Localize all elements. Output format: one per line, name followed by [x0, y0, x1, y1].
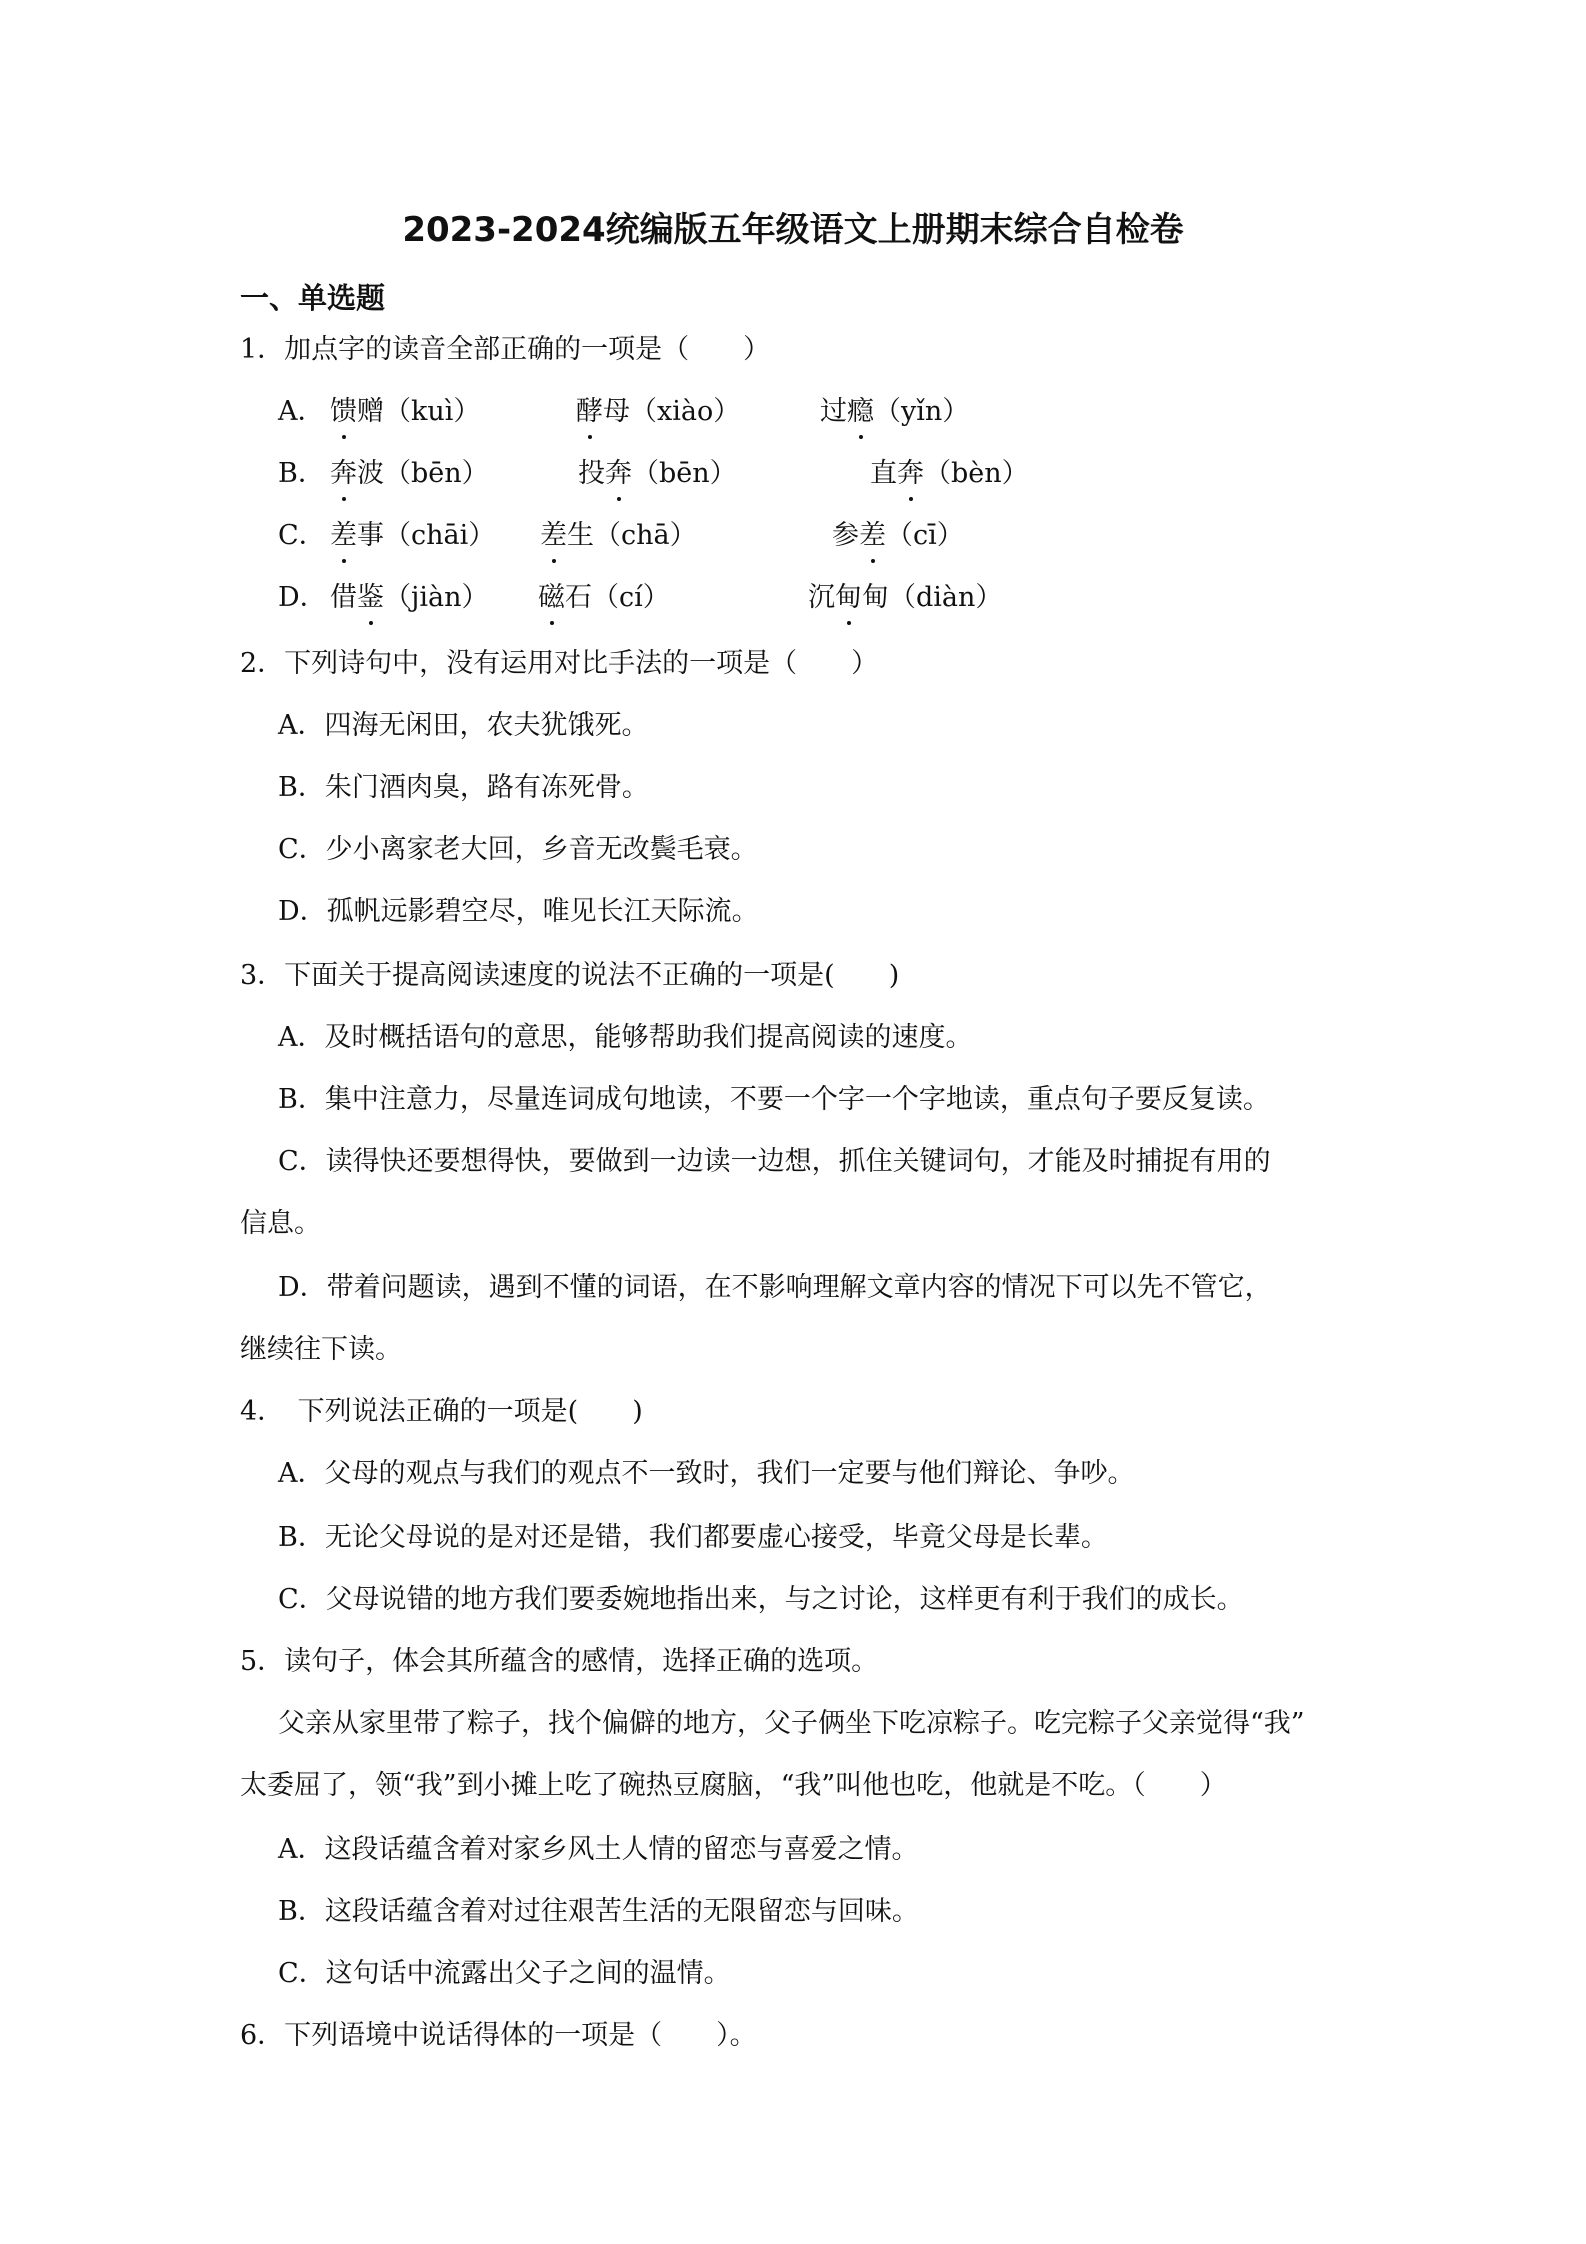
q3-option-d-continued: 继续往下读。 — [240, 1334, 402, 1365]
q4-option-a: A．父母的观点与我们的观点不一致时，我们一定要与他们辩论、争吵。 — [278, 1458, 1135, 1489]
q5-passage-line-2: 太委屈了，领“我”到小摊上吃了碗热豆腐脑，“我”叫他也吃，他就是不吃。（ ） — [240, 1770, 1227, 1801]
q5-option-a: A．这段话蕴含着对家乡风土人情的留恋与喜爱之情。 — [278, 1834, 919, 1865]
dotted-char: 奔 — [897, 454, 924, 494]
dotted-char: 奔 — [330, 454, 357, 494]
question-5-stem: 5．读句子，体会其所蕴含的感情，选择正确的选项。 — [240, 1646, 879, 1677]
exam-title: 2023-2024统编版五年级语文上册期末综合自检卷 — [402, 210, 1184, 250]
q1-d-term-1: 借鉴（jiàn） — [330, 578, 489, 618]
q1-option-c — [278, 516, 1078, 556]
q1-c-term-1: 差事（chāi） — [330, 516, 495, 556]
dotted-char: 鉴 — [357, 578, 384, 618]
q2-option-d: D．孤帆远影碧空尽，唯见长江天际流。 — [278, 896, 759, 927]
option-letter: B． — [278, 458, 325, 489]
q2-option-a: A．四海无闲田，农夫犹饿死。 — [278, 710, 649, 741]
question-3-stem: 3．下面关于提高阅读速度的说法不正确的一项是( ) — [240, 960, 900, 991]
q5-option-b: B．这段话蕴含着对过往艰苦生活的无限留恋与回味。 — [278, 1896, 919, 1927]
q3-option-c-continued: 信息。 — [240, 1208, 321, 1239]
q5-passage-line-1: 父亲从家里带了粽子，找个偏僻的地方，父子俩坐下吃凉粽子。吃完粽子父亲觉得“我” — [278, 1708, 1305, 1739]
q4-option-c: C．父母说错的地方我们要委婉地指出来，与之讨论，这样更有利于我们的成长。 — [278, 1584, 1244, 1615]
section-heading-single-choice: 一、单选题 — [240, 281, 386, 315]
q1-b-term-2: 投奔（bēn） — [578, 454, 737, 494]
option-letter: A． — [278, 396, 325, 427]
question-1-stem: 1．加点字的读音全部正确的一项是（ ） — [240, 334, 771, 365]
q1-a-term-2: 酵母（xiào） — [576, 392, 740, 432]
q1-c-term-3: 参差（cī） — [832, 516, 964, 556]
dotted-char: 甸 — [835, 578, 862, 618]
q3-option-a: A．及时概括语句的意思，能够帮助我们提高阅读的速度。 — [278, 1022, 973, 1053]
q1-option-a — [278, 392, 1078, 432]
q1-b-term-3: 直奔（bèn） — [870, 454, 1029, 494]
q5-option-c: C．这句话中流露出父子之间的温情。 — [278, 1958, 731, 1989]
question-2-stem: 2．下列诗句中，没有运用对比手法的一项是（ ） — [240, 648, 879, 679]
q1-option-b — [278, 454, 1078, 494]
q2-option-b: B．朱门酒肉臭，路有冻死骨。 — [278, 772, 649, 803]
q3-option-d: D．带着问题读，遇到不懂的词语，在不影响理解文章内容的情况下可以先不管它， — [278, 1272, 1272, 1303]
question-6-stem: 6．下列语境中说话得体的一项是（ ）。 — [240, 2020, 757, 2051]
dotted-char: 瘾 — [847, 392, 874, 432]
q1-a-term-3: 过瘾（yǐn） — [820, 392, 969, 432]
dotted-char: 差 — [859, 516, 886, 556]
dotted-char: 馈 — [330, 392, 357, 432]
q1-b-term-1: 奔波（bēn） — [330, 454, 489, 494]
dotted-char: 差 — [540, 516, 567, 556]
q1-option-d — [278, 578, 1078, 618]
question-4-stem: 4． 下列说法正确的一项是( ) — [240, 1396, 643, 1427]
q1-d-term-3: 沉甸甸（diàn） — [808, 578, 1002, 618]
q1-c-term-2: 差生（chā） — [540, 516, 697, 556]
q1-a-term-1: 馈赠（kuì） — [330, 392, 480, 432]
q2-option-c: C．少小离家老大回，乡音无改鬓毛衰。 — [278, 834, 758, 865]
option-letter: D． — [278, 582, 327, 613]
dotted-char: 奔 — [605, 454, 632, 494]
q1-d-term-2: 磁石（cí） — [538, 578, 670, 618]
q3-option-c: C．读得快还要想得快，要做到一边读一边想，抓住关键词句，才能及时捕捉有用的 — [278, 1146, 1271, 1177]
option-letter: C． — [278, 520, 326, 551]
q3-option-b: B．集中注意力，尽量连词成句地读，不要一个字一个字地读，重点句子要反复读。 — [278, 1084, 1270, 1115]
dotted-char: 酵 — [576, 392, 603, 432]
dotted-char: 差 — [330, 516, 357, 556]
dotted-char: 磁 — [538, 578, 565, 618]
q4-option-b: B．无论父母说的是对还是错，我们都要虚心接受，毕竟父母是长辈。 — [278, 1522, 1108, 1553]
